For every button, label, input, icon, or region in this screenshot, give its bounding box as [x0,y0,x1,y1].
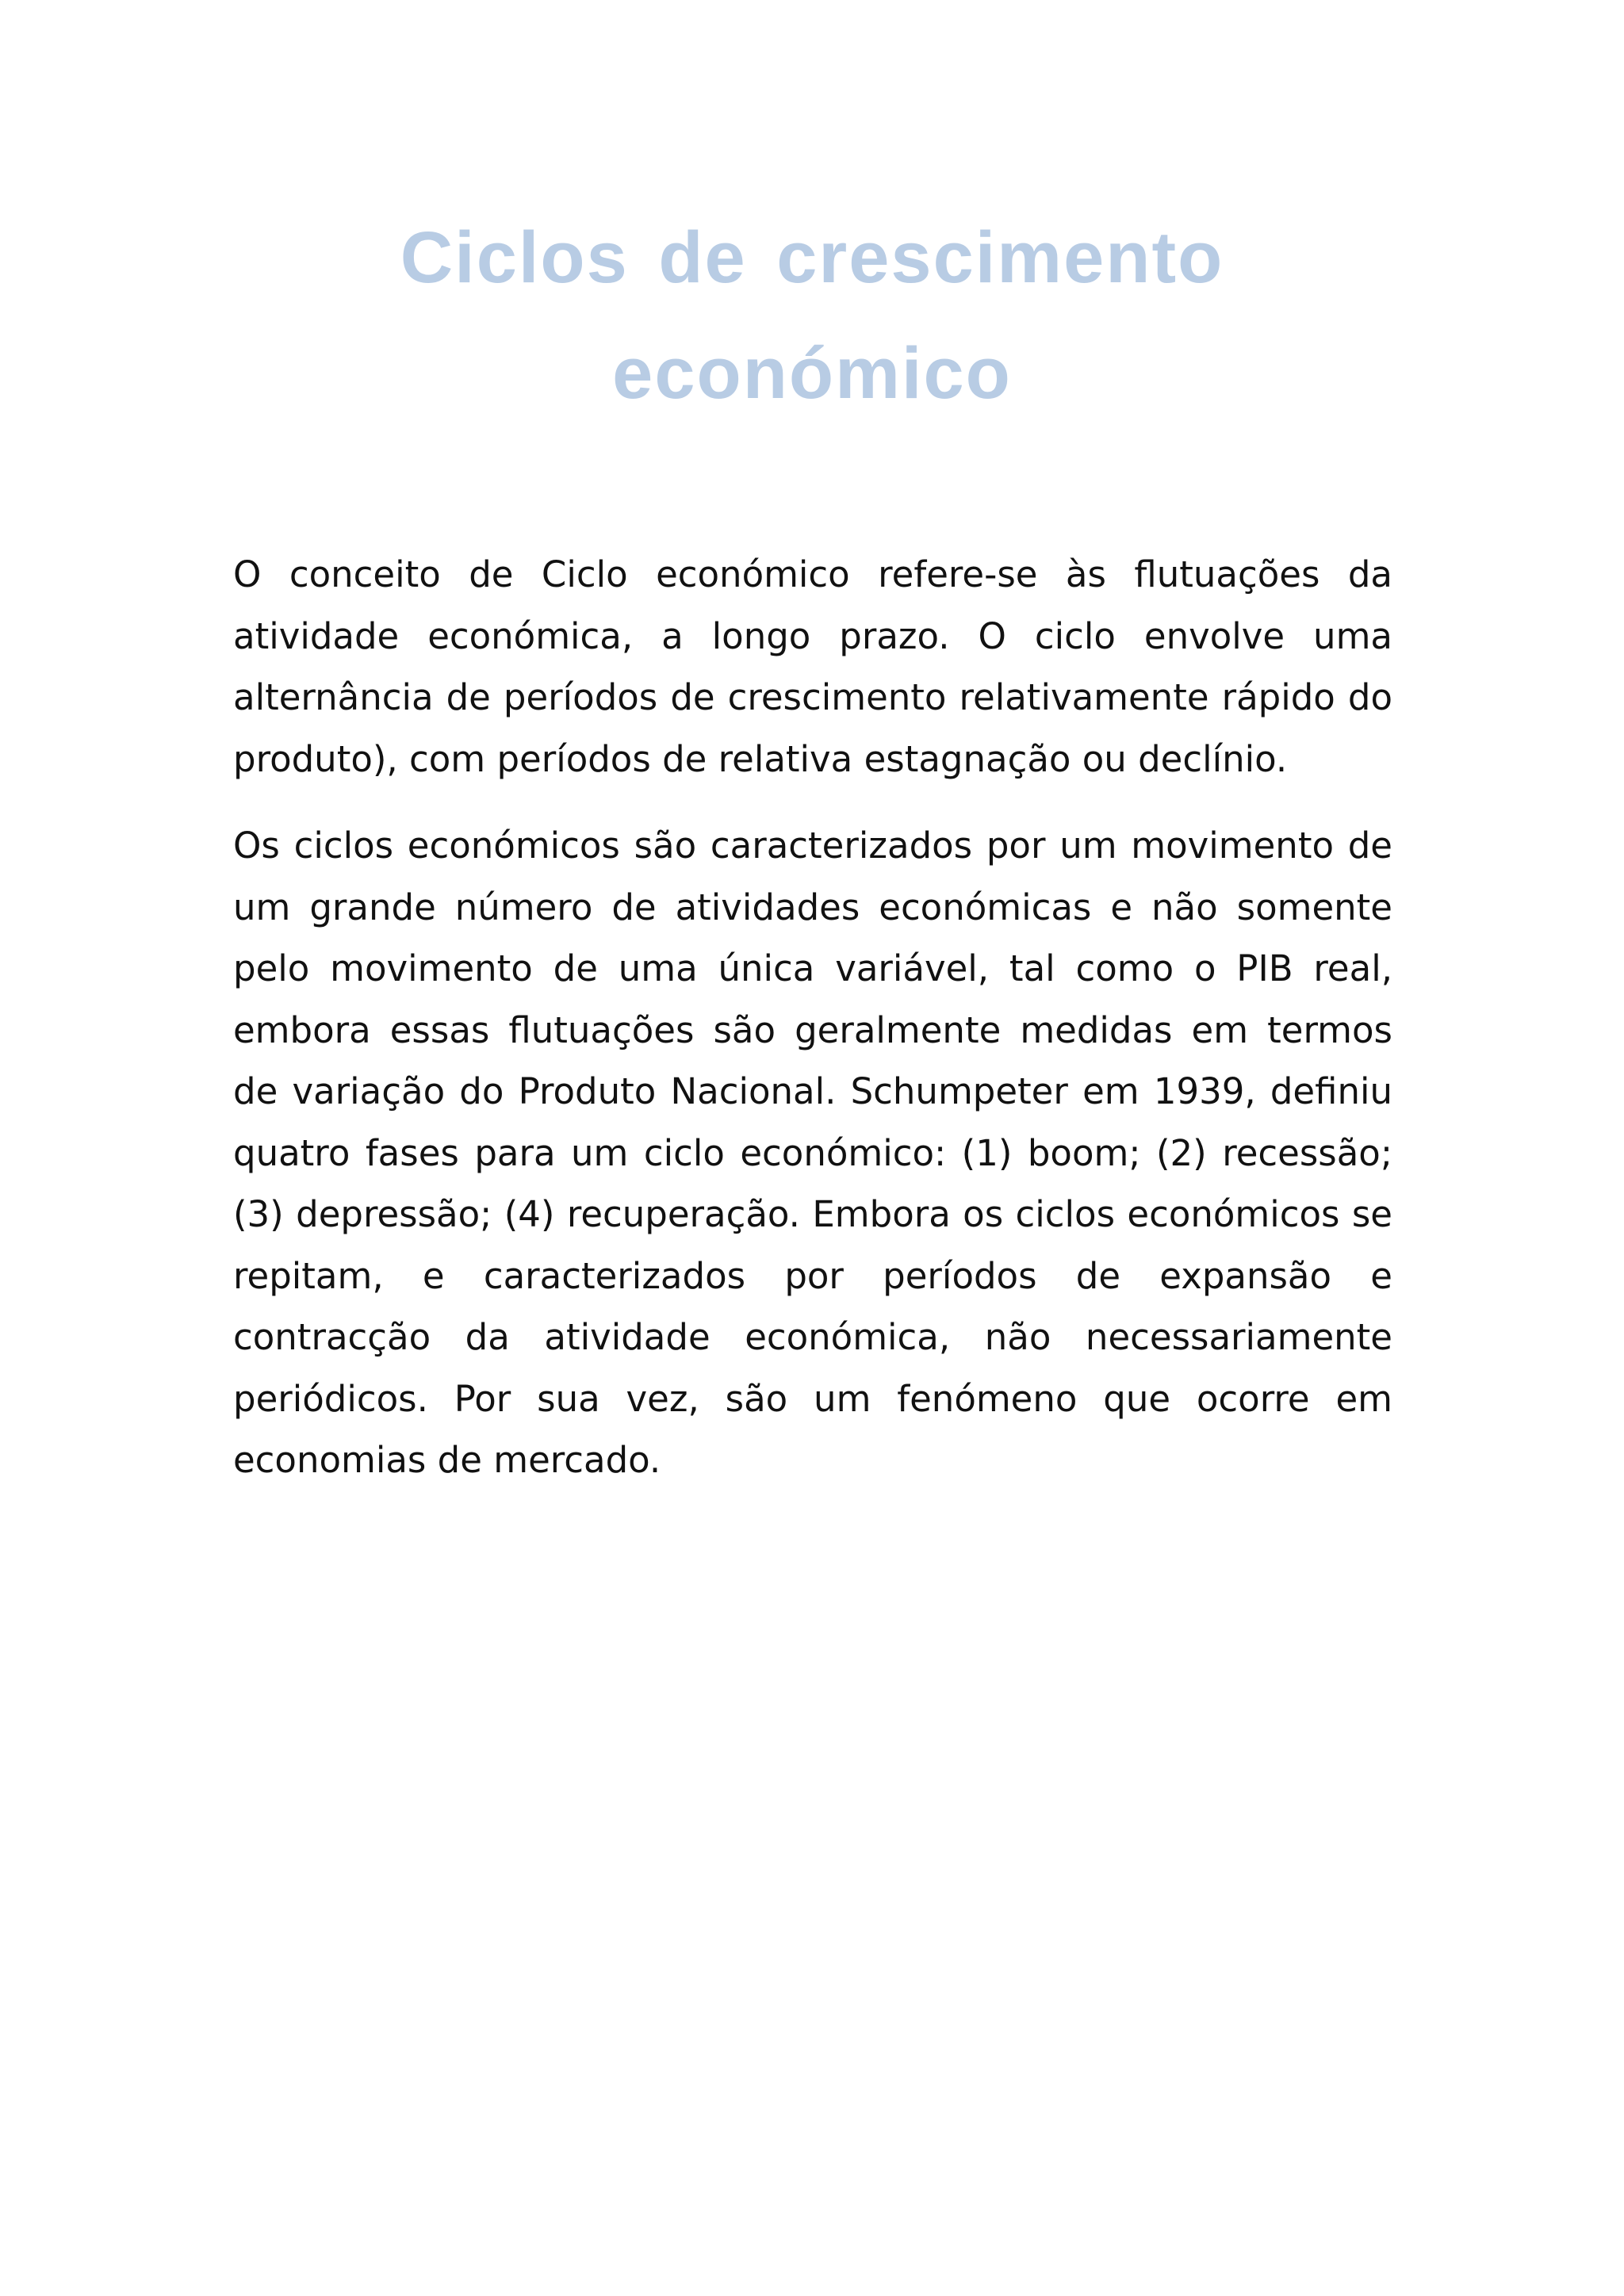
paragraph-1: O conceito de Ciclo económico refere-se às flutuações da atividade económica, a longo prazo. O ciclo envolve uma alternância de períodos de crescimento relativamente rápido do produto), com períodos de relativa estagnação ou declínio. [233,553,1392,780]
document-title [0,200,1624,431]
paragraph-2: Os ciclos económicos são caracterizados por um movimento de um grande número de atividades económicas e não somente pelo movimento de uma única variável, tal como o PIB real, embora essas flutuações são geralmente medidas em termos de variação do Produto Nacional. Schumpeter em 1939, definiu quatro fases para um ciclo económico: (1) boom; (2) recessão; (3) depressão; (4) recuperação. Embora os ciclos económicos se repitam, e caracterizados por períodos de expansão e contracção da atividade económica, não necessariamente periódicos. Por sua vez, são um fenómeno que ocorre em economias de mercado. [233,825,1392,1481]
title-line-2: económico [612,333,1012,414]
title-line-1: Ciclos de crescimento [400,217,1224,298]
document-body [233,544,1392,1517]
